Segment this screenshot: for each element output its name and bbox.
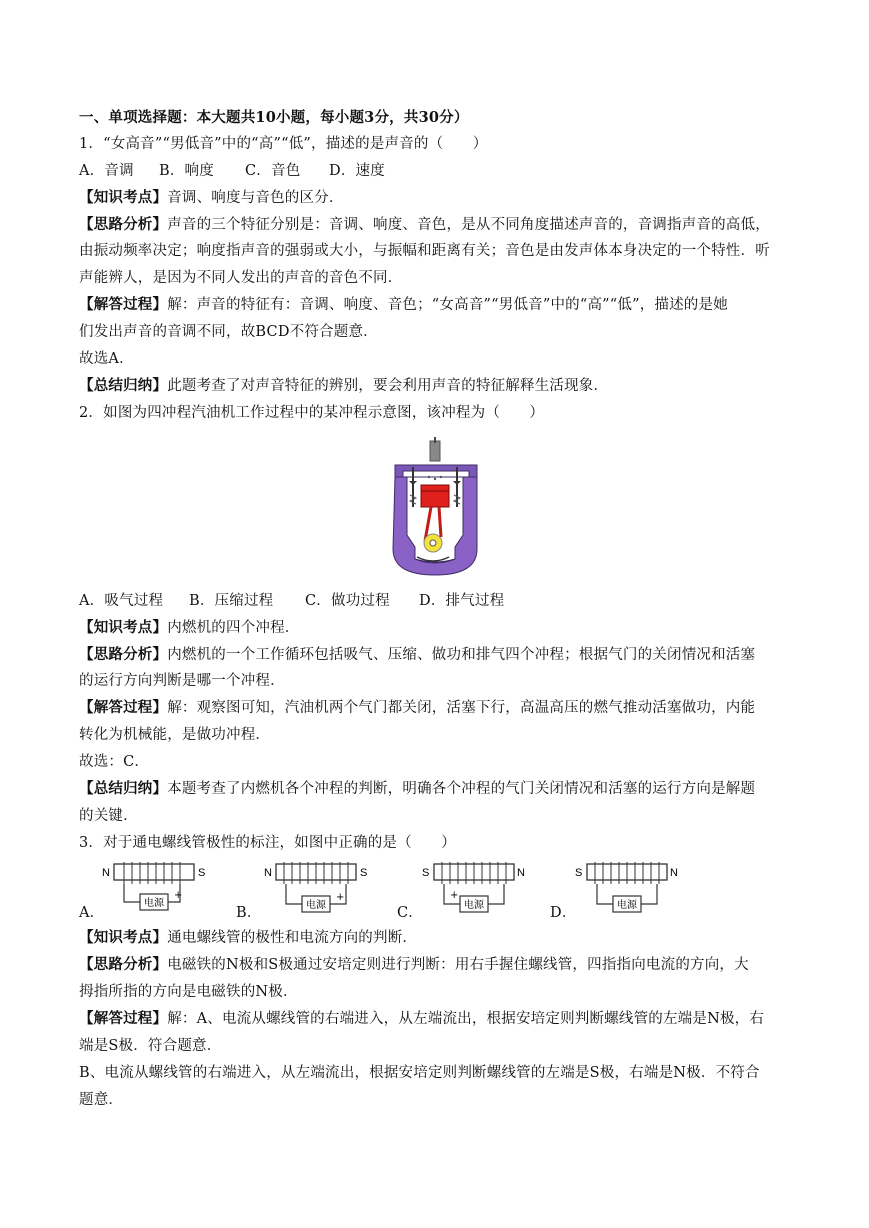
pole-left-d: S [575,867,583,879]
pole-right-c: N [517,867,525,879]
q3-option-d: D． [550,905,577,921]
tag-summary: 【总结归纳】 [79,780,168,797]
tag-summary: 【总结归纳】 [79,377,168,394]
tag-knowledge: 【知识考点】 [79,619,168,636]
piston [421,485,449,507]
svg-text:+: + [336,892,345,903]
q1-analysis-2: 由振动频率决定；响度指声音的强弱或大小，与振幅和距离有关；音色是由发声体本身决定的一个特性．听 [79,243,770,259]
cylinder-head [395,465,477,477]
q1-option-b: B．响度 [159,163,214,179]
q1-option-c: C．音色 [245,163,301,179]
engine-diagram [381,437,491,579]
solenoid-figure-b [262,858,372,920]
pole-left-b: N [264,867,272,879]
q3-stem: 3．对于通电螺线管极性的标注，如图中正确的是（ ） [79,835,456,851]
q1-stem: 1．“女高音”“男低音”中的“高”“低”，描述的是声音的（ ） [79,136,488,152]
pole-right-a: S [198,867,206,879]
q2-knowledge-text: 内燃机的四个冲程． [167,620,300,636]
spark-plug [430,441,440,461]
q3-option-c: C． [397,905,423,921]
q2-knowledge [79,618,799,638]
tag-solution: 【解答过程】 [79,1010,168,1027]
q2-stem: 2．如图为四冲程汽油机工作过程中的某冲程示意图，该冲程为（ ） [79,405,545,421]
solenoid-figure-a [100,858,210,920]
q2-solution-1 [79,698,799,718]
q3-knowledge [79,928,799,948]
tag-analysis: 【思路分析】 [79,646,168,663]
tag-analysis: 【思路分析】 [79,956,168,973]
q2-summary-text: 本题考查了内燃机各个冲程的判断，明确各个冲程的气门关闭情况和活塞的运行方向是解题 [167,781,756,797]
q3-solution-text: 解：A、电流从螺线管的右端进入，从左端流出，根据安培定则判断螺线管的左端是N极，右 [167,1011,765,1027]
q3-solution-4: 题意． [79,1092,124,1108]
q2-solution-2: 转化为机械能，是做功冲程． [79,727,271,743]
q1-analysis-3: 声能辨人，是因为不同人发出的声音的音色不同． [79,270,403,286]
tag-analysis: 【思路分析】 [79,216,168,233]
tag-solution: 【解答过程】 [79,296,168,313]
power-source-d: 电源 [617,900,637,911]
q1-knowledge [79,188,799,208]
q3-option-a: A． [79,905,105,921]
q1-analysis-text: 声音的三个特征分别是：音调、响度、音色，是从不同角度描述声音的，音调指声音的高低， [167,217,770,233]
q3-solution-1 [79,1009,799,1029]
power-source-a: 电源 [144,898,164,909]
q1-summary [79,376,799,396]
q2-options [79,591,799,611]
q2-option-d: D．排气过程 [419,593,505,609]
q1-solution-text: 解：声音的特征有：音调、响度、音色；“女高音”“男低音”中的“高”“低”，描述的是她 [167,297,728,313]
svg-text:+: + [450,890,459,901]
q1-solution-1 [79,295,799,315]
q2-answer: 故选：C． [79,754,150,770]
q1-answer: 故选A． [79,351,134,367]
q1-option-d: D．速度 [329,163,385,179]
q3-solution-3: B、电流从螺线管的右端进入，从左端流出，根据安培定则判断螺线管的左端是S极，右端是N极．不符合 [79,1065,760,1081]
q2-summary-1 [79,779,799,799]
tag-knowledge: 【知识考点】 [79,929,168,946]
q2-option-c: C．做功过程 [305,593,390,609]
pole-right-b: S [360,867,368,879]
svg-text:+: + [174,890,183,901]
pole-right-d: N [670,867,678,879]
q1-analysis-1 [79,215,799,235]
section-title: 一、单项选择题：本大题共10小题，每小题3分，共30分） [79,109,469,126]
q2-option-a: A．吸气过程 [79,593,164,609]
pole-left-c: S [422,867,430,879]
q3-analysis-text: 电磁铁的N极和S极通过安培定则进行判断：用右手握住螺线管，四指指向电流的方向，大 [167,957,749,973]
q3-solution-2: 端是S极．符合题意． [79,1038,222,1054]
q2-analysis-1 [79,645,799,665]
q1-knowledge-text: 音调、响度与音色的区分． [167,190,344,206]
q3-analysis-2: 拇指所指的方向是电磁铁的N极． [79,984,298,1000]
q2-solution-text: 解：观察图可知，汽油机两个气门都关闭，活塞下行，高温高压的燃气推动活塞做功，内能 [167,700,756,716]
tag-knowledge: 【知识考点】 [79,189,168,206]
q3-analysis-1 [79,955,799,975]
q2-analysis-2: 的运行方向判断是哪一个冲程． [79,673,285,689]
q2-summary-2: 的关键． [79,808,138,824]
pole-left-a: N [102,867,110,879]
q1-options [79,161,799,181]
power-source-b: 电源 [306,900,326,911]
q3-option-b: B． [236,905,262,921]
solenoid-figure-c [420,858,530,920]
q2-analysis-text: 内燃机的一个工作循环包括吸气、压缩、做功和排气四个冲程；根据气门的关闭情况和活塞 [167,647,756,663]
power-source-c: 电源 [464,900,484,911]
q2-option-b: B．压缩过程 [189,593,274,609]
q3-knowledge-text: 通电螺线管的极性和电流方向的判断． [167,930,418,946]
q1-solution-2: 们发出声音的音调不同，故BCD不符合题意． [79,324,378,340]
q1-option-a: A．音调 [79,163,134,179]
solenoid-figure-d [573,858,683,920]
q1-summary-text: 此题考查了对声音特征的辨别，要会利用声音的特征解释生活现象． [167,378,609,394]
tag-solution: 【解答过程】 [79,699,168,716]
